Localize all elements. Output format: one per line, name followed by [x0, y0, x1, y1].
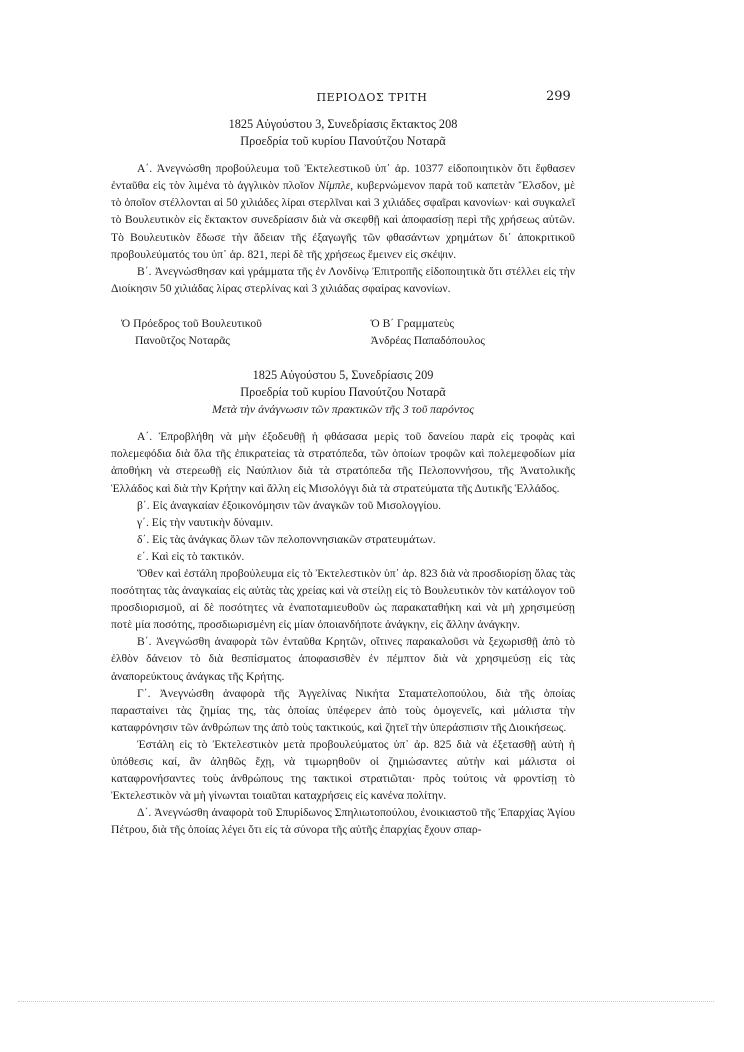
session-209-title: 1825 Αὐγούστου 5, Συνεδρίασις 209 [252, 367, 434, 382]
signature-secretary-title: Ὁ Β΄ Γραμματεὺς [370, 316, 454, 330]
scan-edge-dots [18, 1001, 714, 1002]
signature-president-title: Ὁ Πρόεδρος τοῦ Βουλευτικοῦ [121, 316, 262, 330]
session-209-paragraph-a: Α΄. Ἐπροβλήθη νὰ μὴν ἐξοδευθῇ ἡ φθάσασα μερὶς τοῦ δανείου παρὰ εἰς τροφὰς καὶ πολεμεφόδια διὰ ὅλα τῆς ἐπικρατείας τὰ στρατόπεδα, τῶν ὁποίων τροφῶν καὶ πολεμεφοδίων μία ἀποθήκη νὰ στερεωθῇ εἰς Ναύπλιον διὰ τὰ στρατόπεδα τῆς Πελοποννήσου, τῆς Ἀνατολικῆς Ἑλλάδος καὶ διὰ τὴν Κρήτην καὶ ἄλλη εἰς Μισολόγγι διὰ τὰ στρατεύματα τῆς Δυτικῆς Ἑλλάδος. [111, 430, 575, 495]
list-item: δ΄. Εἰς τὰς ἀνάγκας ὅλων τῶν πελοποννησιακῶν στρατευμάτων. [137, 532, 436, 546]
list-item: γ΄. Εἰς τὴν ναυτικὴν δύναμιν. [137, 515, 274, 529]
session-208-presidency: Προεδρία τοῦ κυρίου Πανούτζου Νοταρᾶ [240, 134, 446, 149]
signature-president-name: Πανοῦτζος Νοταρᾶς [135, 333, 230, 347]
signature-secretary-name: Ἀνδρέας Παπαδόπουλος [370, 333, 485, 347]
session-209-paragraph-g: Γ΄. Ἀνεγνώσθη ἀναφορὰ τῆς Ἀγγελίνας Νικήτα Σταματελοπούλου, διὰ τῆς ὁποίας παρασταίνει τὰς ζημίας της, τὰς ὁποίας ὑπέφερεν ἀπὸ τοὺς ὁμογενεῖς, καὶ μάλιστα τὴν καταφρόνησιν τῶν ἀνθρώπων της ἀπὸ τοὺς τακτικούς, καὶ ζητεῖ τὴν ὑπεράσπισιν τῆς Διοικήσεως. [111, 686, 575, 734]
list-item: ε΄. Καὶ εἰς τὸ τακτικόν. [137, 549, 245, 563]
session-208-paragraph-b: Β΄. Ἀνεγνώσθησαν καὶ γράμματα τῆς ἐν Λονδίνῳ Ἐπιτροπῆς εἰδοποιητικὰ ὅτι στέλλει εἰς τὴν Διοίκησιν 50 χιλιάδας λίρας στερλίνας καὶ 3 χιλιάδας σφαίρας κανονίων. [111, 264, 575, 295]
session-209-paragraph-b: Β΄. Ἀνεγνώσθη ἀναφορὰ τῶν ἐνταῦθα Κρητῶν, οἵτινες παρακαλοῦσι νὰ ξεχωρισθῇ ἀπὸ τὸ ἐλθὸν δάνειον τὸ διὰ θεσπίσματος ἀποφασισθὲν ἐν πέμπτον διὰ νὰ χρησιμεύσῃ εἰς τὰς ἀναπορεύκτους ἀνάγκας τῆς Κρήτης. [111, 635, 575, 683]
session-209-paragraph-d: Δ΄. Ἀνεγνώσθη ἀναφορὰ τοῦ Σπυρίδωνος Σπηλιωτοπούλου, ἐνοικιαστοῦ τῆς Ἐπαρχίας Ἁγίου Πέτρου, διὰ τῆς ὁποίας λέγει ὅτι εἰς τὰ σύνορα τῆς αὐτῆς ἐπαρχίας ἔχουν σπαρ- [111, 806, 575, 837]
session-208-title: 1825 Αὐγούστου 3, Συνεδρίασις ἔκτακτος 208 [228, 117, 458, 131]
running-header: ΠΕΡΙΟΔΟΣ ΤΡΙΤΗ [316, 91, 428, 104]
session-208-paragraph-a: Α΄. Ἀνεγνώσθη προβούλευμα τοῦ Ἐκτελεστικοῦ ὑπ᾿ ἀρ. 10377 εἰδοποιητικὸν ὅτι ἔφθασεν ἐνταῦθα εἰς τὸν λιμένα τὸ ἀγγλικὸν πλοῖον Νίμπλε, κυβερνώμενον παρὰ τοῦ καπετὰν Ἔλσδον, μὲ τὸ ὁποῖον στέλλονται αἱ 50 χιλιάδες λίραι στερλῖναι καὶ 3 χιλιάδες σφαῖραι κανονίων· καὶ συγκαλεῖ τὸ Βουλευτικὸν εἰς ἔκτακτον συνεδρίασιν διὰ νὰ σκεφθῇ καὶ ἀποφασίσῃ περὶ τῆς χρήσεως αὐτῶν. Τὸ Βουλευτικὸν ἔδωσε τὴν ἄδειαν τῆς ἐξαγωγῆς τῶν φθασάντων χρημάτων δι᾿ ἀποκριτικοῦ προβουλεύματός του ὑπ᾿ ἀρ. 821, περὶ δὲ τῆς χρήσεως ἔμεινεν εἰς σκέψιν. [111, 162, 575, 261]
session-209-presidency: Προεδρία τοῦ κυρίου Πανούτζου Νοταρᾶ [240, 385, 446, 400]
session-209-paragraph-othen: Ὅθεν καὶ ἐστάλη προβούλευμα εἰς τὸ Ἐκτελεστικὸν ὑπ᾿ ἀρ. 823 διὰ νὰ προσδιορίσῃ ὅλας τὰς ποσότητας τὰς ἀναγκαίας εἰς αὐτὰς τὰς χρείας καὶ νὰ στείλῃ εἰς τὸ Βουλευτικὸν τὸν κατάλογον τοῦ προσδιορισμοῦ, αἱ δὲ ποσότητες νὰ ἐναποταμιευθοῦν ὡς παρακαταθήκη καὶ νὰ μὴ χρησιμεύσῃ ποτὲ μία ποσότης, προσδιωρισμένη εἰς μίαν ὁποιανδήποτε ἀνάγκην, εἰς ἄλλην ἀνάγκην. [111, 566, 575, 632]
page-number: 299 [546, 89, 571, 104]
ship-name: Νίμπλε [318, 179, 351, 193]
signature-president [111, 315, 326, 349]
signature-secretary [326, 315, 576, 349]
session-209-note: Μετὰ τὴν ἀνάγνωσιν τῶν πρακτικῶν τῆς 3 τοῦ παρόντος [211, 402, 474, 417]
list-item: β΄. Εἰς ἀναγκαίαν ἐξοικονόμησιν τῶν ἀναγκῶν τοῦ Μισολογγίου. [137, 498, 441, 512]
session-209-paragraph-estali: Ἐστάλη εἰς τὸ Ἐκτελεστικὸν μετὰ προβουλεύματος ὑπ᾿ ἀρ. 825 διὰ νὰ ἐξετασθῇ αὐτὴ ἡ ὑπόθεσις καί, ἂν ἀληθῶς ἔχῃ, νὰ τιμωρηθοῦν οἱ ζημιώσαντες αὐτὴν καὶ μάλιστα οἱ καταφρονήσαντες τοὺς ἀνθρώπους της τακτικοὶ στρατιῶται· πρὸς τούτοις νὰ φροντίσῃ τὸ Ἐκτελεστικὸν νὰ μὴ γίνωνται τοιαῦται καταχρήσεις εἰς κανένα πολίτην. [111, 737, 575, 803]
page-body [111, 116, 575, 838]
signatures-block [111, 315, 575, 349]
